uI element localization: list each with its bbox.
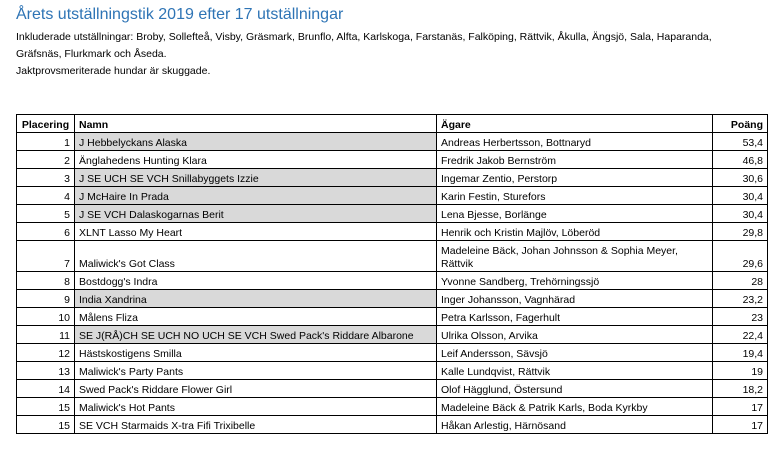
placement-cell: 7: [17, 241, 75, 272]
owner-cell: Karin Festin, Sturefors: [437, 187, 713, 205]
owner-cell: Madeleine Bäck, Johan Johnsson & Sophia Meyer, Rättvik: [437, 241, 713, 272]
points-cell: 28: [713, 272, 768, 290]
dog-name-cell: SE VCH Starmaids X-tra Fifi Trixibelle: [75, 416, 437, 434]
placement-cell: 1: [17, 133, 75, 151]
placement-cell: 5: [17, 205, 75, 223]
dog-name-cell: J McHaire In Prada: [75, 187, 437, 205]
points-cell: 19,4: [713, 344, 768, 362]
owner-cell: Inger Johansson, Vagnhärad: [437, 290, 713, 308]
placement-cell: 10: [17, 308, 75, 326]
owner-cell: Leif Andersson, Sävsjö: [437, 344, 713, 362]
table-row: [17, 187, 768, 205]
placement-cell: 12: [17, 344, 75, 362]
table-row: [17, 223, 768, 241]
table-row: [17, 241, 768, 272]
owner-cell: Andreas Herbertsson, Bottnaryd: [437, 133, 713, 151]
points-cell: 18,2: [713, 380, 768, 398]
points-cell: 30,4: [713, 205, 768, 223]
dog-name-cell: Maliwick's Party Pants: [75, 362, 437, 380]
owner-cell: Lena Bjesse, Borlänge: [437, 205, 713, 223]
table-row: [17, 380, 768, 398]
points-cell: 30,4: [713, 187, 768, 205]
owner-cell: Ulrika Olsson, Arvika: [437, 326, 713, 344]
points-cell: 30,6: [713, 169, 768, 187]
table-row: [17, 205, 768, 223]
points-cell: 23,2: [713, 290, 768, 308]
owner-cell: Henrik och Kristin Majlöv, Löberöd: [437, 223, 713, 241]
owner-cell: Yvonne Sandberg, Trehörningssjö: [437, 272, 713, 290]
placement-cell: 13: [17, 362, 75, 380]
owner-cell: Petra Karlsson, Fagerhult: [437, 308, 713, 326]
placement-cell: 6: [17, 223, 75, 241]
table-row: [17, 272, 768, 290]
owner-cell: Håkan Arlestig, Härnösand: [437, 416, 713, 434]
ranking-table: [16, 114, 768, 434]
table-row: [17, 290, 768, 308]
table-row: [17, 133, 768, 151]
points-cell: 23: [713, 308, 768, 326]
placement-cell: 4: [17, 187, 75, 205]
points-cell: 53,4: [713, 133, 768, 151]
owner-cell: Kalle Lundqvist, Rättvik: [437, 362, 713, 380]
table-row: [17, 151, 768, 169]
table-row: [17, 362, 768, 380]
owner-cell: Madeleine Bäck & Patrik Karls, Boda Kyrkby: [437, 398, 713, 416]
dog-name-cell: SE J(RÅ)CH SE UCH NO UCH SE VCH Swed Pack's Riddare Albarone: [75, 326, 437, 344]
included-shows-note: Inkluderade utställningar: Broby, Sollefteå, Visby, Gräsmark, Brunflo, Alfta, Karlskoga, Farstanäs, Falköping, Rättvik, Åkulla, Ängsjö, Sala, Haparanda,: [16, 31, 712, 43]
table-row: [17, 416, 768, 434]
header-points: Poäng: [713, 115, 768, 133]
dog-name-cell: Änglahedens Hunting Klara: [75, 151, 437, 169]
table-row: [17, 344, 768, 362]
table-row: [17, 326, 768, 344]
points-cell: 29,8: [713, 223, 768, 241]
included-shows-note-cont: Gräfsnäs, Flurkmark och Åseda.: [16, 48, 167, 60]
points-cell: 29,6: [713, 241, 768, 272]
page-title: Årets utställningstik 2019 efter 17 utställningar: [16, 6, 344, 23]
header-owner: Ägare: [437, 115, 713, 133]
table-row: [17, 308, 768, 326]
header-placement: Placering: [17, 115, 75, 133]
points-cell: 17: [713, 398, 768, 416]
dog-name-cell: XLNT Lasso My Heart: [75, 223, 437, 241]
placement-cell: 9: [17, 290, 75, 308]
points-cell: 17: [713, 416, 768, 434]
table-row: [17, 398, 768, 416]
points-cell: 19: [713, 362, 768, 380]
placement-cell: 15: [17, 398, 75, 416]
table-row: [17, 169, 768, 187]
dog-name-cell: Swed Pack's Riddare Flower Girl: [75, 380, 437, 398]
dog-name-cell: Maliwick's Got Class: [75, 241, 437, 272]
owner-cell: Ingemar Zentio, Perstorp: [437, 169, 713, 187]
dog-name-cell: J SE VCH Dalaskogarnas Berit: [75, 205, 437, 223]
dog-name-cell: India Xandrina: [75, 290, 437, 308]
owner-cell: Olof Hägglund, Östersund: [437, 380, 713, 398]
dog-name-cell: J SE UCH SE VCH Snillabyggets Izzie: [75, 169, 437, 187]
placement-cell: 11: [17, 326, 75, 344]
placement-cell: 3: [17, 169, 75, 187]
table-header-row: [17, 115, 768, 133]
points-cell: 22,4: [713, 326, 768, 344]
dog-name-cell: J Hebbelyckans Alaska: [75, 133, 437, 151]
dog-name-cell: Målens Fliza: [75, 308, 437, 326]
header-name: Namn: [75, 115, 437, 133]
placement-cell: 14: [17, 380, 75, 398]
table-body: [17, 133, 768, 434]
dog-name-cell: Bostdogg's Indra: [75, 272, 437, 290]
placement-cell: 15: [17, 416, 75, 434]
owner-cell: Fredrik Jakob Bernström: [437, 151, 713, 169]
points-cell: 46,8: [713, 151, 768, 169]
placement-cell: 2: [17, 151, 75, 169]
dog-name-cell: Hästskostigens Smilla: [75, 344, 437, 362]
dog-name-cell: Maliwick's Hot Pants: [75, 398, 437, 416]
placement-cell: 8: [17, 272, 75, 290]
shading-note: Jaktprovsmeriterade hundar är skuggade.: [16, 65, 211, 77]
